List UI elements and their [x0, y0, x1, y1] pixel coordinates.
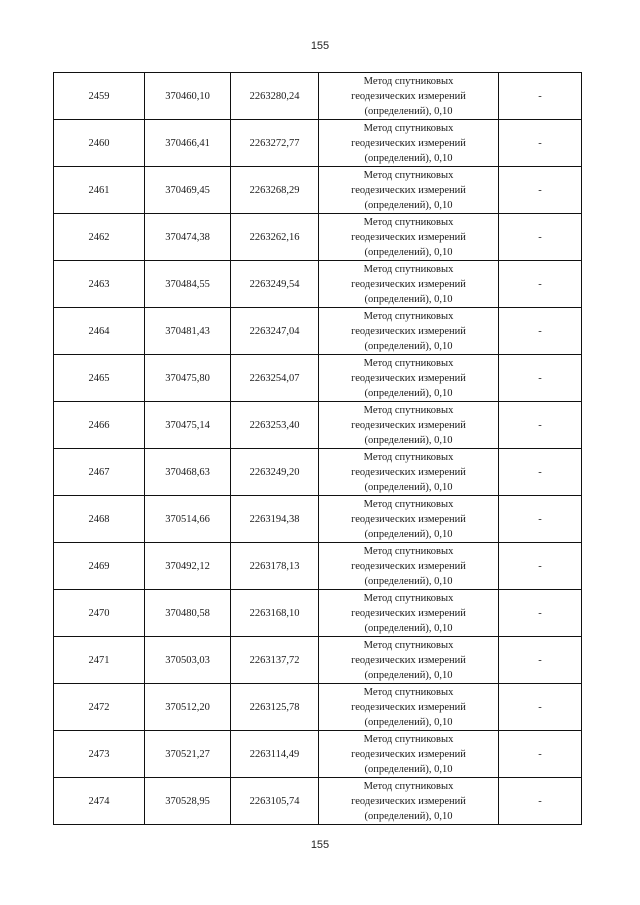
method-line: Метод спутниковых	[363, 639, 454, 651]
method-cell	[319, 120, 499, 167]
method-line: геодезических измерений	[351, 701, 466, 713]
note-cell: -	[499, 402, 582, 449]
method-line: (определений), 0,10	[364, 716, 453, 728]
method-line: (определений), 0,10	[364, 528, 453, 540]
method-line: Метод спутниковых	[363, 545, 454, 557]
note-cell: -	[499, 355, 582, 402]
point-id-cell: 2462	[54, 214, 145, 261]
x-coordinate-cell: 370481,43	[145, 308, 231, 355]
method-line: (определений), 0,10	[364, 575, 453, 587]
table-row	[54, 402, 582, 449]
table-row	[54, 731, 582, 778]
y-coordinate-cell: 2263105,74	[231, 778, 319, 825]
x-coordinate-cell: 370480,58	[145, 590, 231, 637]
x-coordinate-cell: 370468,63	[145, 449, 231, 496]
point-id-cell: 2467	[54, 449, 145, 496]
note-cell: -	[499, 543, 582, 590]
method-cell	[319, 590, 499, 637]
method-cell	[319, 261, 499, 308]
method-line: геодезических измерений	[351, 466, 466, 478]
method-line: геодезических измерений	[351, 137, 466, 149]
method-line: Метод спутниковых	[363, 686, 454, 698]
method-line: (определений), 0,10	[364, 199, 453, 211]
method-line: Метод спутниковых	[363, 122, 454, 134]
method-line: (определений), 0,10	[364, 246, 453, 258]
table-row	[54, 543, 582, 590]
x-coordinate-cell: 370512,20	[145, 684, 231, 731]
point-id-cell: 2470	[54, 590, 145, 637]
method-line: Метод спутниковых	[363, 263, 454, 275]
x-coordinate-cell: 370492,12	[145, 543, 231, 590]
y-coordinate-cell: 2263262,16	[231, 214, 319, 261]
method-cell	[319, 402, 499, 449]
method-line: (определений), 0,10	[364, 293, 453, 305]
table-row	[54, 637, 582, 684]
y-coordinate-cell: 2263280,24	[231, 73, 319, 120]
method-cell	[319, 449, 499, 496]
table-row	[54, 73, 582, 120]
y-coordinate-cell: 2263194,38	[231, 496, 319, 543]
method-line: геодезических измерений	[351, 607, 466, 619]
method-cell	[319, 543, 499, 590]
method-cell	[319, 637, 499, 684]
method-line: геодезических измерений	[351, 795, 466, 807]
method-line: геодезических измерений	[351, 184, 466, 196]
point-id-cell: 2463	[54, 261, 145, 308]
table-row	[54, 684, 582, 731]
point-id-cell: 2469	[54, 543, 145, 590]
y-coordinate-cell: 2263272,77	[231, 120, 319, 167]
coordinates-table	[53, 72, 582, 825]
page-number-bottom: 155	[310, 839, 330, 851]
note-cell: -	[499, 590, 582, 637]
note-cell: -	[499, 731, 582, 778]
note-cell: -	[499, 684, 582, 731]
method-line: геодезических измерений	[351, 90, 466, 102]
method-line: (определений), 0,10	[364, 387, 453, 399]
method-line: Метод спутниковых	[363, 169, 454, 181]
point-id-cell: 2472	[54, 684, 145, 731]
x-coordinate-cell: 370528,95	[145, 778, 231, 825]
note-cell: -	[499, 778, 582, 825]
y-coordinate-cell: 2263254,07	[231, 355, 319, 402]
method-line: (определений), 0,10	[364, 481, 453, 493]
method-cell	[319, 496, 499, 543]
note-cell: -	[499, 261, 582, 308]
coordinates-table-body	[54, 73, 582, 825]
method-line: геодезических измерений	[351, 231, 466, 243]
table-row	[54, 590, 582, 637]
x-coordinate-cell: 370475,80	[145, 355, 231, 402]
method-line: Метод спутниковых	[363, 216, 454, 228]
method-line: Метод спутниковых	[363, 451, 454, 463]
note-cell: -	[499, 214, 582, 261]
method-cell	[319, 73, 499, 120]
method-line: геодезических измерений	[351, 419, 466, 431]
table-row	[54, 167, 582, 214]
method-line: (определений), 0,10	[364, 152, 453, 164]
table-row	[54, 120, 582, 167]
y-coordinate-cell: 2263114,49	[231, 731, 319, 778]
method-line: геодезических измерений	[351, 325, 466, 337]
method-cell	[319, 167, 499, 214]
method-line: Метод спутниковых	[363, 592, 454, 604]
method-line: геодезических измерений	[351, 372, 466, 384]
x-coordinate-cell: 370460,10	[145, 73, 231, 120]
method-cell	[319, 355, 499, 402]
table-row	[54, 496, 582, 543]
table-row	[54, 214, 582, 261]
note-cell: -	[499, 449, 582, 496]
note-cell: -	[499, 167, 582, 214]
table-row	[54, 355, 582, 402]
x-coordinate-cell: 370484,55	[145, 261, 231, 308]
method-line: (определений), 0,10	[364, 434, 453, 446]
y-coordinate-cell: 2263247,04	[231, 308, 319, 355]
x-coordinate-cell: 370469,45	[145, 167, 231, 214]
point-id-cell: 2459	[54, 73, 145, 120]
note-cell: -	[499, 308, 582, 355]
point-id-cell: 2466	[54, 402, 145, 449]
method-line: геодезических измерений	[351, 654, 466, 666]
method-line: (определений), 0,10	[364, 622, 453, 634]
x-coordinate-cell: 370514,66	[145, 496, 231, 543]
table-row	[54, 261, 582, 308]
note-cell: -	[499, 496, 582, 543]
method-line: Метод спутниковых	[363, 733, 454, 745]
method-cell	[319, 214, 499, 261]
method-line: геодезических измерений	[351, 748, 466, 760]
method-line: Метод спутниковых	[363, 498, 454, 510]
method-line: (определений), 0,10	[364, 669, 453, 681]
method-line: геодезических измерений	[351, 513, 466, 525]
method-cell	[319, 308, 499, 355]
method-line: Метод спутниковых	[363, 404, 454, 416]
x-coordinate-cell: 370466,41	[145, 120, 231, 167]
method-line: Метод спутниковых	[363, 357, 454, 369]
method-cell	[319, 778, 499, 825]
note-cell: -	[499, 73, 582, 120]
point-id-cell: 2460	[54, 120, 145, 167]
method-line: (определений), 0,10	[364, 810, 453, 822]
method-line: (определений), 0,10	[364, 105, 453, 117]
point-id-cell: 2474	[54, 778, 145, 825]
method-cell	[319, 684, 499, 731]
method-line: (определений), 0,10	[364, 340, 453, 352]
x-coordinate-cell: 370474,38	[145, 214, 231, 261]
table-row	[54, 778, 582, 825]
y-coordinate-cell: 2263125,78	[231, 684, 319, 731]
y-coordinate-cell: 2263168,10	[231, 590, 319, 637]
x-coordinate-cell: 370521,27	[145, 731, 231, 778]
y-coordinate-cell: 2263253,40	[231, 402, 319, 449]
table-row	[54, 449, 582, 496]
method-line: геодезических измерений	[351, 278, 466, 290]
point-id-cell: 2473	[54, 731, 145, 778]
method-line: Метод спутниковых	[363, 310, 454, 322]
point-id-cell: 2461	[54, 167, 145, 214]
method-line: (определений), 0,10	[364, 763, 453, 775]
point-id-cell: 2465	[54, 355, 145, 402]
method-line: Метод спутниковых	[363, 780, 454, 792]
point-id-cell: 2471	[54, 637, 145, 684]
note-cell: -	[499, 637, 582, 684]
method-cell	[319, 731, 499, 778]
point-id-cell: 2464	[54, 308, 145, 355]
note-cell: -	[499, 120, 582, 167]
table-row	[54, 308, 582, 355]
y-coordinate-cell: 2263178,13	[231, 543, 319, 590]
page-number-top: 155	[310, 40, 330, 52]
point-id-cell: 2468	[54, 496, 145, 543]
y-coordinate-cell: 2263249,54	[231, 261, 319, 308]
x-coordinate-cell: 370503,03	[145, 637, 231, 684]
y-coordinate-cell: 2263137,72	[231, 637, 319, 684]
y-coordinate-cell: 2263249,20	[231, 449, 319, 496]
y-coordinate-cell: 2263268,29	[231, 167, 319, 214]
method-line: Метод спутниковых	[363, 75, 454, 87]
x-coordinate-cell: 370475,14	[145, 402, 231, 449]
method-line: геодезических измерений	[351, 560, 466, 572]
